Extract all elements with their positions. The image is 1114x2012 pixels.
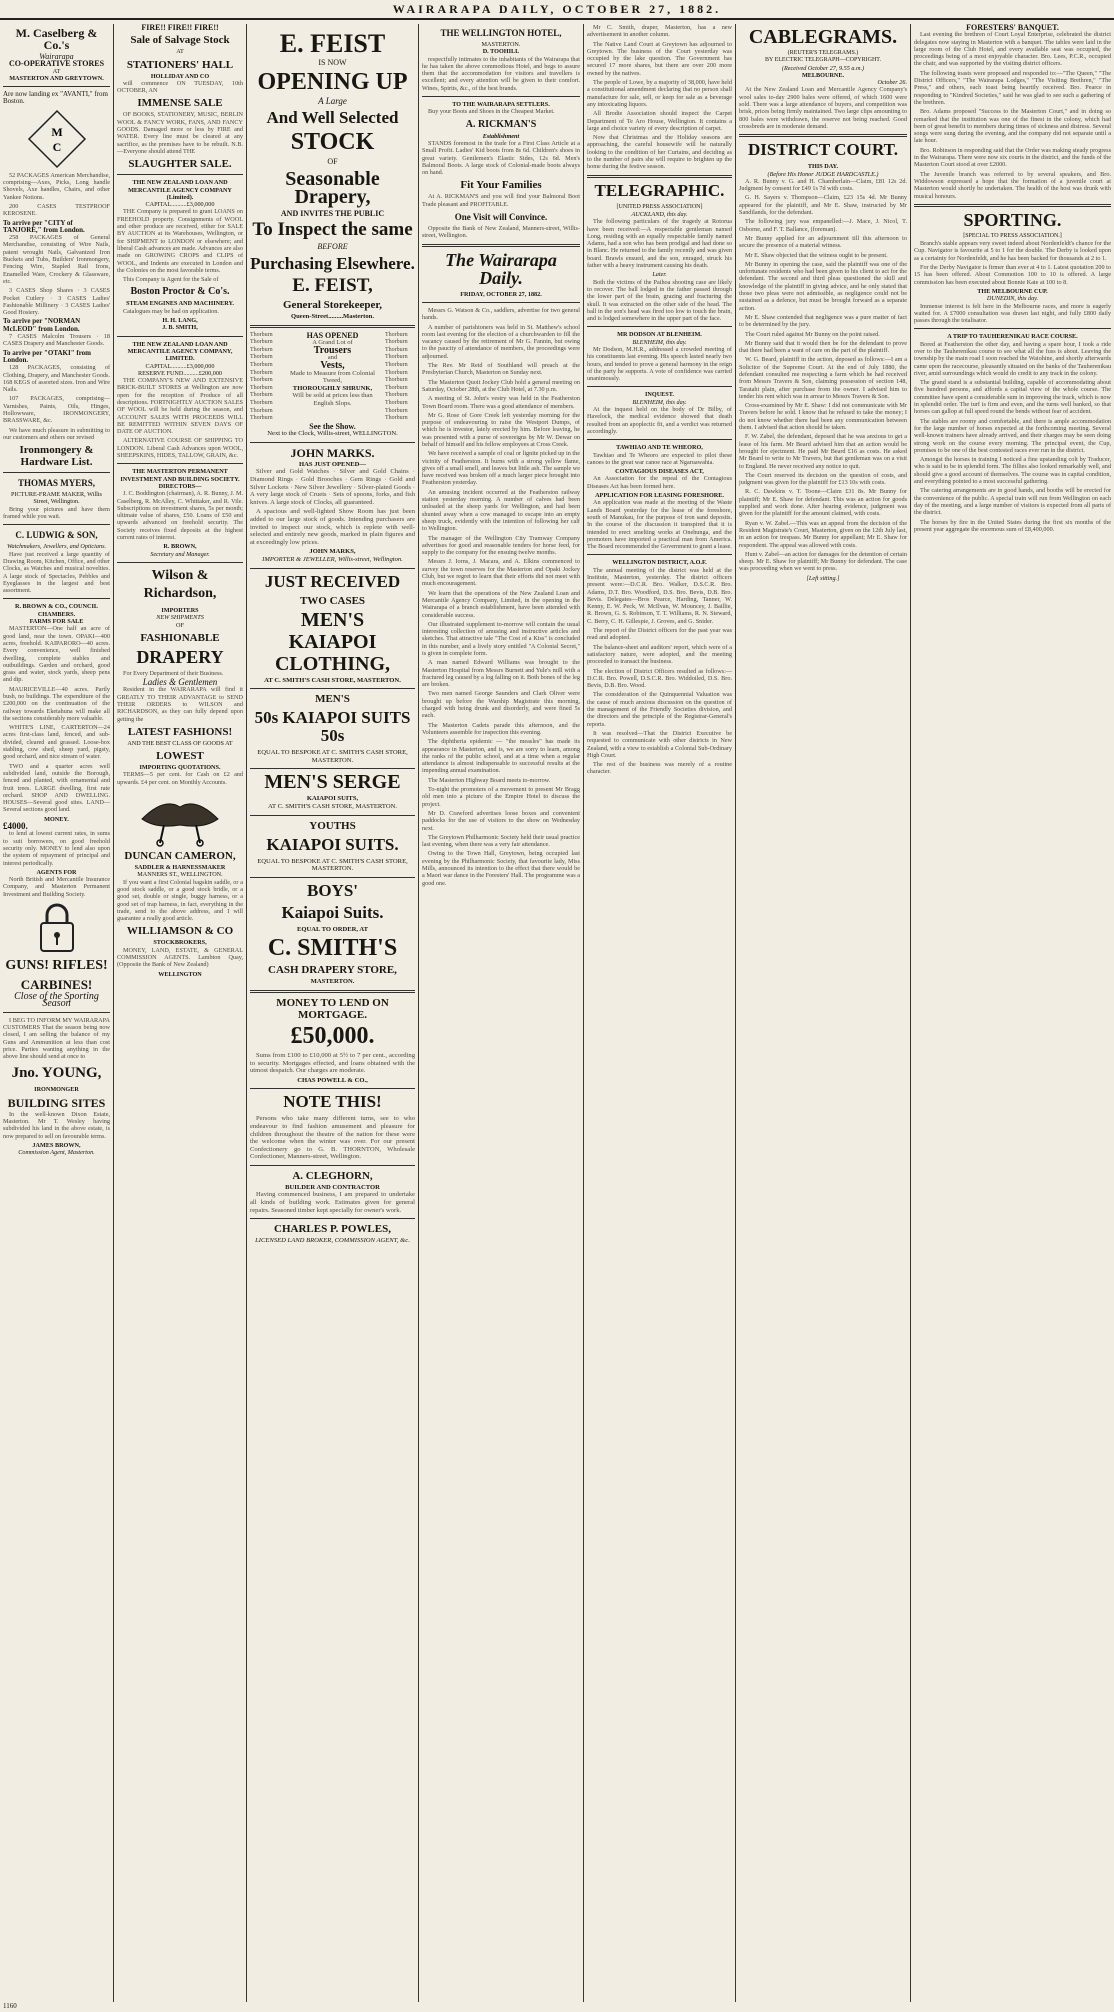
directors-label: DIRECTORS— bbox=[158, 482, 202, 490]
mens-label: MEN'S bbox=[300, 608, 365, 631]
best-label: AND THE BEST CLASS OF GOODS AT bbox=[127, 739, 233, 747]
fit-families-heading: Fit Your Families bbox=[460, 179, 542, 192]
thorburn-advert: Thorburn Thorburn Thorburn Thorburn Thorburn Thorburn Thorburn Thorburn Thorburn Thorburn Thorburn Thorburn HAS OPENED A Grand Lot of Trousers and Vests, Made to Measure from Colonial Tweed, THOROUGHLY SHRUNK, Will be sold at prices less than English Slops. Thorburn Thorburn Thorburn Thorburn Thorburn Thorburn Thorburn Thorburn Thorburn Thorburn Thorburn Thorburn bbox=[250, 330, 408, 422]
hall-heading: STATIONERS' HALL bbox=[126, 58, 234, 71]
mens2-label: MEN'S bbox=[315, 693, 350, 706]
slaughter-heading: SLAUGHTER SALE. bbox=[128, 158, 232, 171]
at-label: AT bbox=[176, 48, 184, 56]
season-heading: Close of the Sporting Season bbox=[14, 991, 99, 1010]
importing-label: IMPORTING QUOTATIONS. bbox=[139, 764, 221, 772]
youths-label: YOUTHS bbox=[309, 819, 356, 832]
this-day-label: THIS DAY. bbox=[807, 163, 839, 171]
guns-heading: GUNS! RIFLES! bbox=[5, 958, 108, 974]
cleghorn-heading: A. CLEGHORN, bbox=[292, 1169, 373, 1182]
oct26-label: October 26. bbox=[877, 79, 907, 87]
is-now-label: IS NOW bbox=[318, 58, 347, 67]
sporting-heading: SPORTING. bbox=[963, 209, 1062, 230]
shrunk-label: THOROUGHLY SHRUNK, bbox=[292, 384, 373, 392]
hotel-heading: THE WELLINGTON HOTEL, bbox=[440, 28, 562, 38]
building-heading: BUILDING SITES bbox=[7, 1095, 106, 1110]
special-label: [SPECIAL TO PRESS ASSOCIATION.] bbox=[963, 232, 1062, 239]
auckland-dateline: AUCKLAND, this day. bbox=[631, 210, 688, 218]
received-label: (Received October 27, 9.55 a.m.) bbox=[781, 64, 865, 72]
feist-heading: E. FEIST bbox=[279, 29, 386, 58]
immense-heading: IMMENSE SALE bbox=[137, 97, 223, 110]
svg-text:M: M bbox=[50, 124, 63, 139]
trousers-label: Trousers bbox=[313, 344, 352, 356]
cash-drapery-label: CASH DRAPERY STORE, bbox=[268, 964, 397, 977]
a-large-label: A Large bbox=[318, 95, 347, 106]
wellington-label: WELLINGTON bbox=[158, 970, 202, 978]
duncan-heading: DUNCAN CAMERON, bbox=[124, 850, 236, 863]
mc-diamond-logo bbox=[27, 109, 87, 169]
establishment-label: Establishment bbox=[482, 132, 520, 140]
steam-heading: STEAM ENGINES AND MACHINERY. bbox=[126, 300, 234, 308]
powles-heading: CHARLES P. POWLES, bbox=[274, 1223, 391, 1236]
marks2-name: JOHN MARKS, bbox=[309, 548, 356, 556]
ludwig-heading: C. LUDWIG & SON, bbox=[15, 530, 98, 541]
region-label: Wairarapa bbox=[39, 52, 74, 61]
shipments-label: NEW SHIPMENTS bbox=[156, 614, 204, 622]
just-received-heading: JUST RECEIVED bbox=[264, 571, 401, 591]
inspect-heading: To Inspect the same bbox=[252, 219, 413, 241]
money-heading: MONEY. bbox=[44, 815, 69, 823]
paper-title: The Wairarapa Daily. bbox=[445, 249, 557, 288]
brown-agent-heading: JAMES BROWN, bbox=[32, 1141, 81, 1149]
drapery-heading: DRAPERY bbox=[136, 646, 224, 667]
powles-sub: LICENSED LAND BROKER, COMMISSION AGENT, &c. bbox=[255, 1237, 410, 1245]
money-lend-heading: MONEY TO LEND ON MORTGAGE. bbox=[276, 996, 389, 1021]
padlock-icon bbox=[37, 901, 77, 953]
district-court-heading: DISTRICT COURT. bbox=[748, 140, 898, 160]
reuter-label: (REUTER'S TELEGRAMS.) bbox=[787, 50, 859, 56]
capital2-line: CAPITAL..........£3,000,000 bbox=[145, 362, 215, 370]
equal-order-label: EQUAL TO ORDER, AT bbox=[296, 925, 369, 933]
column-5: Mr C. Smith, draper, Masterton, has a new advertisement in another column. The Native Land Court at Greytown has adjourned to Greytown. The business of the Court yesterday was occupied by the lake question. The Government has secured 17 more shares, but there are over 200 more owned by the natives. The people of Lowe, by a majority of 38,000, have held a constitutional amendment declaring that no person shall manufacture for sale, sell, or keep for sale as a beverage any intoxicating liquors. All Brodie Association should inspect the Carpet Department of Te Aro House, Wellington. It contains a large and choice variety of every description of carpet. Now that Christmas and the Holiday seasons are approaching, the careful housewife will be naturally looking to the condition of her Curtains, and deciding as to the number of pairs she will require to brighten up the home during the festive season. TELEGRAPHIC. [UNITED PRESS ASSOCIATION] AUCKLAND, this day. The following particulars of the tragedy at Rotorua have been received:—A respectable gentleman named Long, residing with an equally respectable family named Adams, had a son who has been prodigal and had done so in Blanc. He returned to the family recently and was given board. Brawls ensued, and the son, enraged, struck his father with a heavy instrument causing his death. Later. Both the victims of the Paihoa shooting case are likely to recover. The ball lodged in the father passed through the lower part of the brain, grazing and fracturing the skull. It was extracted on the other side of the head. The ball in the son's head was fired too low to touch the brain, and is lodged somewhere in the upper part of the face. MR DODSON AT BLENHEIM. BLENHEIM, this day. Mr Dodson, M.H.R., addressed a crowded meeting of his constituents last evening. His speech lasted nearly two hours, and tended to prove a general harmony in the reign of the party he supports. A vote of confidence was carried unanimously. INQUEST. BLENHEIM, this day. At the inquest held on the body of Dr Bilby, of Havelock, the medical evidence showed that death resulted from an apoplectic fit, and a verdict was returned accordingly. TAWHIAO AND TE WHEORO, Tawhiao and Te Wheoro are expected to pilot these canoes to the great war canoe race at Ngaruawahia. CONTAGIOUS DISEASES ACT, An Association for the repeal of the Contagious Diseases Act has been formed here. APPLICATION FOR LEASING FORESHORE. An application was made at the meeting of the Waste Lands Board yesterday for the lease of the foreshore, south of Manukau, for the purpose of iron sand deposits. In the course of the discussion it transpired that it is intended to erect smelting works at Onehunga, and the promoters have imported a practical man from America. The Board recommended the Government to grant a lease. WELLINGTON DISTRICT, A.O.F. The annual meeting of the district was held at the Institute, Masterton, yesterday. The district officers present were:—D.C.R. Bro. Walker, D.S.C.R. Bro. Adams, D.T. Bro. Woodford, D.S. Bro. Bevis, D.B. Bro. Bevis. Delegates—Bros Pearce, Harding, Tanner, W. Kenny, E. W. Peck, W. McIlvan, W. Mouncey, J. Baillie, R. Brown, G. S. Robinson, T. T. Williams, R. N. Steward, C. Berry, C. H. Gillespie, J. Groves, and G. Snider. The report of the District officers for the past year was read and adopted. The balance-sheet and auditors' report, which were of a satisfactory nature, were adopted, and the meeting proceeded to transact the business. The election of District Officers resulted as follows:—D.C.R. Bro. Powell, D.S.C.R. Bro. Widdoiled, D.S. Bro. Bevis, D.B. Bro. Wood. The consideration of the Quinquennial Valuation was the cause of much anxious discussion on the question of the management of the Friendly Societies division, and the directors and the principle of the Registrar-General's reports. It was resolved—That the District Executive be requested to communicate with other districts in New Zealand, with a view to establish a Colonial Sub-Ordinary High Court. The rest of the business was merely of a routine character. bbox=[587, 24, 732, 776]
ironmongery-heading: Ironmongery & Hardware List. bbox=[19, 444, 94, 469]
later-label: Later. bbox=[652, 271, 667, 279]
money-amount: £4000. bbox=[3, 821, 28, 832]
tawhiao-heading: TAWHIAO AND TE WHEORO, bbox=[616, 444, 703, 452]
fire-heading: FIRE!! FIRE!! FIRE!! bbox=[141, 24, 219, 32]
column-6: CABLEGRAMS. (REUTER'S TELEGRAMS.) BY ELECTRIC TELEGRAPH—COPYRIGHT. (Received October 27, 9.55 a.m.) MELBOURNE. October 26. At the New Zealand Loan and Mercantile Agency Company's wool sales to-day 2900 bales were offered, of which 1600 were sold. There was a large attendance of buyers, and competition was brisk, prices being firmly maintained. Two large clips amounting to 800 bales were withdrawn, the reserve not being reached. Good crossbreds are in moderate demand. DISTRICT COURT. THIS DAY. (Before His Honor JUDGE HARDCASTLE.) A. R. Bunny v. G. and H. Chamberlain—Claim, £81 12s 2d. Judgment by consent for £49 1s 7d with costs. G. H. Sayers v. Thompson—Claim, £23 15s 4d. Mr Bunny appeared for the plaintiff, and Mr E. Shaw, instructed by Mr Sandilands, for the defendant. The following jury was empanelled:—J. Mace, J. Nicol, T. Osborne, and F. T. Ballance, (foreman). Mr Bunny applied for an adjournment till this afternoon to secure the presence of a material witness. Mr E. Shaw objected that the witness ought to be present. Mr Bunny in opening the case, said the plaintiff was one of the unfortunate residents who had been given to his client to act for the defendant. The second and third pleas questioned the skill and knowledge of the plaintiff in giving advice, and he only stated that those two pleas were not admissible, as negligence could not be sustained as a defence, but must be brought forward as a separate action. Mr E. Shaw contended that negligence was a pure matter of fact to be determined by the jury. The Court ruled against Mr Bunny on the point raised. Mr Bunny said that it would then be for the defendant to prove that there had been a want of care on the part of the plaintiff. W. G. Beard, plaintiff in the action, deposed as follows:—I am a Solicitor of the Supreme Court. At the end of July 1880, the defendant consulted me respecting a farm which he had received from Messrs Travers & Son, claiming possession of section 148, Taratahi plain, after purchase from the owner. I advised him to tender his rent which was in arrear to Messrs Travers & Son. Cross-examined by Mr E. Shaw: I did not communicate with Mr Travers before he sold. I know that he refused to take the money; I do not know whether there had been any communication between them. I advised that action should be taken. F. W. Zabel, the defendant, deposed that he was anxious to get a lease of his farm. Mr Beard advised him that an action would be brought for ejectment. He paid Mr Beard £16 as costs. He asked Mr Beard to write to Mr Travers, but that gentleman was on a visit to England. He never received any notice to quit. The Court reserved its decision on the question of costs, and judgment was given for the plaintiff for £13 10s with costs. R. C. Dawkins v. T. Toone—Claim £31 8s. Mr Bunny for plaintiff; Mr E. Shaw for defendant. This was an action for goods supplied and work done. After hearing evidence, judgment was given for the plaintiff for the amount claimed, with costs. Ryan v. W. Zabel.—This was an appeal from the decision of the Resident Magistrate's Court, Masterton, given on the 12th July last, in an action for trespass. Mr Bunny for appellant; Mr E. Shaw for respondent. The appeal was allowed with costs. Hunt v. Zabel—an action for damages for the detention of certain sheep. Mr E. Shaw for plaintiff; Mr Bunny for defendant. The case was proceeding when we went to press. [Left sitting.] bbox=[739, 26, 907, 582]
received-label: HAS JUST OPENED— bbox=[299, 460, 366, 468]
equal2-line: EQUAL TO BESPOKE AT C. SMITH'S CASH STORE, MASTERTON. bbox=[257, 857, 408, 873]
stock-heading: STOCK bbox=[290, 129, 375, 156]
column-7: FORESTERS' BANQUET. Last evening the brethren of Court Loyal Enterprise, celebrated the district delegates now staying in Masterton with a banquet. The tables were laid in the large room of the Club Hotel, and every available seat was occupied, the proceedings being of a most enjoyable character. Bro. Lees, P.C.R., occupied the chair, and was supported by the visiting district officers. The following toasts were proposed and responded to:—"The Queen," "The District Officers," "The Wairarapa Lodges," "The Visiting Brethren," "The Press," and others, each toast being heartily received. Bro. Pearce in responding to "Kindred Societies," said he was glad to see such a gathering of the brethren. Bro. Adams proposed "Success to the Masterton Court," and in doing so remarked that the institution was one of the finest in the colony, which had been of great benefit to members during times of sickness and distress. Several songs were sung during the evening, and the company did not separate until a late hour. Bro. Robinson in responding said that the Order was making steady progress in the Wairarapa. There were now six courts in the district, and the funds of the Masterton Court stood at over £2000. The Juvenile branch was referred to by several speakers, and Bro. Widdowson expressed a hope that the formation of a juvenile court at Masterton would shortly be undertaken. The health of the host was drunk with musical honours. SPORTING. [SPECIAL TO PRESS ASSOCIATION.] Branch's stable appears very sweet indeed about Nordenfeldt's chance for the Cup. Navigator is favourite at 5 to 1 for the double. The Derby is looked upon as a certainty for Nordenfeldt, and he has been backed for thousands at 2 to 1. For the Derby Navigator is firmer than ever at 4 to 1. Latest quotation 200 to 15 has been offered. About Commotion 100 to 10 is offered. A large commission has been executed about Bonnie Kate at 100 to 8. THE MELBOURNE CUP. DUNEDIN, this day. Immense interest is felt here in the Melbourne races, and more is eagerly waited for. A £7000 consultation was drawn last night, and fully £800 daily passes through the totalisator. A TRIP TO TAUHERENIKAU RACE COURSE. Bored at Featherston the other day, and having a spare hour, I took a ride over to the Tauherenikau course to see what all the fuss is about. Leaving the township by the main road I soon reached the Waiohine, and shortly afterwards came upon the racecourse, pleasantly situated on the banks of the Tauherenikau river, amid surroundings which would do credit to any track in the colony. The grand stand is a substantial building, capable of accommodating about five hundred persons, and affords a capital view of the whole course. The committee have spent a considerable sum in improving the track, which is now in splendid order. The turf is firm and even, and the turns well banked, so that horses can gallop at full speed round the bends without fear of accident. The stables are roomy and comfortable, and there is ample accommodation for the large number of horses expected at the forthcoming meeting. Several well-known trainers have already arrived, and their charges may be seen doing strong work on the course every morning. The principal event, the Cup, promises to be one of the best contested races ever run in the district. Amongst the horses in training I noticed a fine upstanding colt by Traducer, who is said to be in splendid form. The fillies also looked remarkably well, and should give a good account of themselves. The course was in capital condition, and everything pointed to a most successful gathering. The catering arrangements are in good hands, and booths will be erected for the convenience of the public. A special train will run from Wellington on each day of the meeting, and a large number of visitors is expected from all parts of the district. The horses by fire in the United States during the first six months of the present year aggregate the enormous sum of £8,400,000. bbox=[914, 24, 1111, 533]
saddle-illustration bbox=[134, 789, 226, 847]
leasing-heading: APPLICATION FOR LEASING FORESHORE. bbox=[595, 492, 724, 500]
serge-heading: MEN'S SERGE bbox=[264, 771, 401, 794]
brown-agent-sub: Commission Agent, Masterton. bbox=[18, 1149, 95, 1157]
column-1: M. Caselberg & Co.'s Wairarapa CO-OPERATIVE STORES AT MASTERTON AND GREYTOWN. Are now landing ex "AVANTI," from Boston. M C 52 PACKAGES American Merchandise, comprising—Axes, Picks, Long handle Shovels, Axe handles, Chairs, and other Yankee Notions. 200 CASES TESTPROOF KEROSENE. To arrive per "CITY of TANJORE," from London. 258 PACKAGES of General Merchandise, consisting of Wire Nails, patent wrought Nails, Galvanized Iron Buckets and Tubs, Builders' Ironmongery, Fencing Wire, Stapled Rail Irons, Enamelled Ware, Crockery & Glassware, etc. 3 CASES Shop Shares · 3 CASES Pocket Cutlery · 3 CASES Ladies' Fashionable Millinery · 3 CASES Ladies' Good Hosiery. To arrive per "NORMAN McLEOD" from London. 7 CASES Malcolm Trousers · 18 CASES Drapery and Manchester Goods. To arrive per "OTAKI" from London. 128 PACKAGES, consisting of Clothing, Drapery, and Manchester Goods. 168 KEGS of assorted sizes. Iron and Wire Nails. 107 PACKAGES, comprising—Varnishes, Paints, Oils, Hinges, Hollowware, IRONMONGERY, BRASSWARE, &c. We have much pleasure in submitting to our customers and others our revised Ironmongery & Hardware List. THOMAS MYERS, PICTURE-FRAME MAKER, Willis Street, Wellington. Bring your pictures and have them framed while you wait. C. LUDWIG & SON, Watchmakers, Jewellers, and Opticians. Have just received a large quantity of Drawing Room, Kitchen, Office, and other Clocks, as Watches and musical novelties. A large stock of Spectacles, Pebbles and Eyeglasses in the largest and best assortment. R. BROWN & CO., COUNCIL CHAMBERS. FARMS FOR SALE MASTERTON—One half an acre of good land, near the town. OPAKI—400 acres, freehold. KAIPARORO—40 acres. Every convenience, well finished dwelling, complete stables and outbuildings. Garden and orchard, good grass and water, stock yards, sheep pens and dip. MAURICEVILLE—40 acres. Partly bush, no buildings. The expenditure of the £200,000 on the continuation of the railway towards Eketahuna will make all the sections considerably more valuable. WHITE'S LINE, CARTERTON—24 acres first-class land, fenced, and sub-divided, cleared and grassed. Loose-box stabling, cow shed, sheep yard, pigsty, good orchard, and nice stream of water. TWO and a quarter acres well subdivided land, outside the Borough, fenced and planted, with ornamental and fruit trees. LARGE dwelling, first rate orchard. SHOP AND DWELLING. HOUSES—Several good sites. LAND—Several sections good land. MONEY. £4000. to lend at lowest current rates, in sums to suit borrowers, on good freehold security only. MONEY to lend also upon the system of repayment of principal and interest periodically. AGENTS FOR North British and Mercantile Insurance Company, and Masterton Permanent Investment and Building Society. GUNS! RIFLES! CARBINES! Close of the Sporting Season I BEG TO INFORM MY WAIRARAPA CUSTOMERS That the season being now closed, I am selling the balance of my Guns and Ammunition at less than cost price. Parties wanting anything in the above line should send at once to Jno. YOUNG, IRONMONGER BUILDING SITES In the well-known Dixon Estate, Masterton. Mr T. Wesley having subdivided his land in the above estate, is now prepared to sell on favourable terms. JAMES BROWN, Commission Agent, Masterton. bbox=[3, 26, 110, 1157]
ladies-label: Ladies & Gentlemen bbox=[142, 677, 218, 688]
opening-heading: OPENING UP bbox=[257, 68, 408, 95]
wilson-heading: Wilson & Richardson, bbox=[143, 567, 217, 601]
kaiapoi-label: KAIAPOI bbox=[288, 630, 377, 653]
csmith-heading: C. SMITH'S bbox=[267, 935, 398, 962]
young-heading: Jno. YOUNG, bbox=[11, 1065, 102, 1082]
opened-label: HAS OPENED bbox=[306, 330, 359, 340]
rbrown-sub: Secretary and Manager. bbox=[150, 550, 210, 558]
at-smith-label: AT C. SMITH'S CASH STORE, MASTERTON. bbox=[264, 676, 401, 684]
chas-powell-name: CHAS POWELL & CO., bbox=[297, 1076, 368, 1084]
well-selected-label: And Well Selected bbox=[266, 108, 399, 128]
invites-label: AND INVITES THE PUBLIC bbox=[280, 208, 385, 218]
press-label: [UNITED PRESS ASSOCIATION] bbox=[616, 203, 703, 210]
serge-sub: KAIAPOI SUITS, bbox=[306, 795, 359, 803]
farms-heading: FARMS FOR SALE bbox=[29, 618, 84, 626]
melbourne-label: MELBOURNE. bbox=[801, 71, 845, 79]
svg-text:C: C bbox=[52, 139, 61, 154]
young-sub: IRONMONGER bbox=[34, 1086, 79, 1094]
equal-label: EQUAL TO BESPOKE AT C. SMITH'S CASH STORE, MASTERTON. bbox=[257, 749, 408, 764]
at-label: AT bbox=[52, 67, 61, 75]
cablegrams-heading: CABLEGRAMS. bbox=[748, 26, 898, 48]
shipment-line: To arrive per "NORMAN McLEOD" from London. bbox=[3, 317, 81, 333]
banquet-heading: FORESTERS' BANQUET. bbox=[966, 24, 1059, 32]
hotel-sub: MASTERTON. bbox=[481, 41, 521, 48]
two-cases-label: TWO CASES bbox=[299, 594, 366, 607]
clothing-label: CLOTHING, bbox=[274, 652, 391, 675]
stores-label: CO-OPERATIVE STORES bbox=[8, 59, 105, 69]
myers-sub: PICTURE-FRAME MAKER, Willis Street, Wellington. bbox=[11, 491, 102, 506]
perm-heading: THE MASTERTON PERMANENT INVESTMENT AND BUILDING SOCIETY. bbox=[120, 468, 240, 483]
reserve-line: RESERVE FUND..........£200,000 bbox=[137, 369, 223, 377]
next-clock-label: Next to the Clock, Willis-street, WELLINGTON. bbox=[267, 430, 398, 438]
toohill-name: D. TOOHILL bbox=[482, 48, 520, 56]
masthead bbox=[0, 0, 1114, 20]
general-label: General Storekeeper, bbox=[283, 298, 382, 311]
saddler-label: SADDLER & HARNESSMAKER bbox=[134, 864, 226, 872]
trip-heading: A TRIP TO TAUHERENIKAU RACE COURSE. bbox=[947, 333, 1078, 341]
lang-name: H. H. LANG, bbox=[162, 317, 198, 325]
at-smith2-label: AT C. SMITH'S CASH STORE, MASTERTON. bbox=[267, 802, 398, 810]
lowest-label: LOWEST bbox=[156, 750, 204, 763]
masterton-label: MASTERTON. bbox=[310, 978, 355, 986]
myers-heading: THOMAS MYERS, bbox=[17, 478, 95, 489]
agents-heading: AGENTS FOR bbox=[36, 868, 77, 876]
holliday-heading: HOLLIDAY AND CO bbox=[150, 72, 210, 80]
marks-heading: JOHN MARKS. bbox=[290, 445, 375, 460]
blenheim2-dateline: BLENHEIM, this day. bbox=[632, 398, 687, 406]
copyright-label: BY ELECTRIC TELEGRAPH—COPYRIGHT. bbox=[764, 57, 882, 64]
marks2-sub: IMPORTER & JEWELLER, Willis-street, Wellington. bbox=[262, 556, 403, 563]
dunedin-dateline: DUNEDIN, this day. bbox=[986, 295, 1039, 303]
footer-number: 1160 bbox=[3, 2002, 17, 2010]
column-3: E. FEIST IS NOW OPENING UP A Large And Well Selected STOCK OF Seasonable Drapery, AND INVITES THE PUBLIC To Inspect the same BEFORE Purchasing Elsewhere. E. FEIST, General Storekeeper, Queen-Street.........Masterton. Thorburn Thorburn Thorburn Thorburn Thorburn Thorburn Thorburn Thorburn Thorburn Thorburn Thorburn Thorburn HAS OPENED A Grand Lot of Trousers and Vests, Made to Measure from Colonial Tweed, THOROUGHLY SHRUNK, Will be sold at prices less than English Slops. Thorburn Thorburn Thorburn Thorburn Thorburn Thorburn Thorburn Thorburn Thorburn Thorburn Thorburn Thorburn See the Show. Next to the Clock, Willis-street, WELLINGTON. JOHN MARKS. HAS JUST OPENED— Silver and Gold Watches · Silver and Gold Chains · Diamond Rings · Gold Brooches · Gem Rings · Gold and Silver Lockets · New Silver Jewellery · Silver-plated Goods · A very large stock of Cruets · Sets of spoons, forks, and fish knives. A large stock of Clocks, all guaranteed. A spacious and well-lighted Show Room has just been added to our large stock of goods. Intending purchasers are invited to inspect our stock, which is replete with well-selected and entirely new goods, marked in plain figures and at exceedingly low prices. JOHN MARKS, IMPORTER & JEWELLER, Willis-street, Wellington. JUST RECEIVED TWO CASES MEN'S KAIAPOI CLOTHING, AT C. SMITH'S CASH STORE, MASTERTON. MEN'S 50s KAIAPOI SUITS 50s EQUAL TO BESPOKE AT C. SMITH'S CASH STORE, MASTERTON. MEN'S SERGE KAIAPOI SUITS, AT C. SMITH'S CASH STORE, MASTERTON. YOUTHS KAIAPOI SUITS. EQUAL TO BESPOKE AT C. SMITH'S CASH STORE, MASTERTON. BOYS' Kaiapoi Suits. EQUAL TO ORDER, AT C. SMITH'S CASH DRAPERY STORE, MASTERTON. MONEY TO LEND ON MORTGAGE. £50,000. Sums from £100 to £10,000 at 5½ to 7 per cent., according to security. Mortgages effected, and loans obtained with the utmost despatch. Our charges are moderate. CHAS POWELL & CO., NOTE THIS! Persons who take many different turns, see to who endeavour to find fashion amusement and pleasure for children throughout the theatre of the nation for these were the welcome when the winter was over. For our present Confectionery go to G. B. THORNTON, Wholesale Confectioner, Manners-street, Wellington. A. CLEGHORN, BUILDER AND CONTRACTOR Having commenced business, I am prepared to undertake all kinds of building work. Estimates given for general repairs. Seasoned timber kept specially for owner's work. CHARLES P. POWLES, LICENSED LAND BROKER, COMMISSION AGENT, &c. bbox=[250, 29, 415, 1245]
fifty-thousand-amount: £50,000. bbox=[290, 1022, 375, 1049]
judge-label: (Before His Honor JUDGE HARDCASTLE.) bbox=[767, 170, 879, 178]
williamson-heading: WILLIAMSON & CO bbox=[126, 925, 234, 938]
seasonable-drapery-heading: Seasonable Drapery, bbox=[285, 167, 380, 208]
rbrown-name: R. BROWN, bbox=[163, 543, 197, 551]
melbourne-cup-heading: THE MELBOURNE CUP. bbox=[977, 287, 1048, 295]
queen-street-label: Queen-Street.........Masterton. bbox=[290, 312, 374, 320]
fashionable-label: FASHIONABLE bbox=[140, 631, 220, 644]
one-visit-heading: One Visit will Convince. bbox=[454, 212, 548, 223]
nz-loan-heading: THE NEW ZEALAND LOAN AND MERCANTILE AGENCY COMPANY (Limited). bbox=[128, 179, 232, 201]
builder-label: BUILDER AND CONTRACTOR bbox=[285, 1183, 380, 1191]
smith-name: J. B. SMITH, bbox=[162, 324, 198, 332]
of-label: OF bbox=[176, 621, 184, 629]
left-sitting-label: [Left sitting.] bbox=[806, 574, 840, 582]
suits50-heading: 50s KAIAPOI SUITS 50s bbox=[254, 708, 411, 746]
youths-suits-label: KAIAPOI SUITS. bbox=[266, 834, 399, 854]
inquest-heading: INQUEST. bbox=[645, 391, 674, 399]
caselberg-heading: M. Caselberg & Co.'s bbox=[15, 26, 98, 52]
feist-name: E. FEIST, bbox=[292, 274, 373, 296]
contagious-heading: CONTAGIOUS DISEASES ACT, bbox=[615, 468, 704, 476]
salvage-heading: Sale of Salvage Stock bbox=[130, 34, 230, 47]
see-show-label: See the Show. bbox=[309, 421, 356, 431]
manners-label: MANNERS ST., WELLINGTON. bbox=[137, 871, 223, 879]
vests-label: Vests, bbox=[320, 359, 345, 371]
latest-heading: LATEST FASHIONS! bbox=[127, 725, 233, 738]
importers-label: IMPORTERS bbox=[161, 606, 199, 614]
purchasing-heading: Purchasing Elsewhere. bbox=[250, 253, 415, 273]
stockbrokers-label: STOCKBROKERS, bbox=[153, 939, 207, 947]
shipment-line: Are now landing ex "AVANTI," from Boston. bbox=[3, 90, 108, 106]
boys-label: BOYS' bbox=[306, 880, 359, 900]
capital-line: CAPITAL..........£3,000,000 bbox=[145, 201, 215, 209]
settlers-heading: TO THE WAIRARAPA SETTLERS. bbox=[452, 101, 550, 109]
paper-date: FRIDAY, OCTOBER 27, 1882. bbox=[460, 290, 542, 298]
dodson-heading: MR DODSON AT BLENHEIM. bbox=[617, 331, 702, 339]
note-heading: NOTE THIS! bbox=[283, 1092, 382, 1112]
carbines-heading: CARBINES! bbox=[20, 977, 93, 993]
telegraphic-heading: TELEGRAPHIC. bbox=[594, 180, 725, 200]
nz-loan2-heading: THE NEW ZEALAND LOAN AND MERCANTILE AGENCY COMPANY, LIMITED. bbox=[127, 340, 233, 363]
column-4: THE WELLINGTON HOTEL, MASTERTON. D. TOOHILL respectfully intimates to the inhabitants of the Wairarapa that he has taken the above commodious Hotel, and begs to assure them that the accommodation for visitors and travellers is excellent; and every attention will be given to their comfort. Wines, Spirits, &c., of the best brands. TO THE WAIRARAPA SETTLERS. Buy your Boots and Shoes in the Cheapest Market. A. RICKMAN'S Establishment STANDS foremost in the trade for a First Class Article at a Small Profit. Ladies' Kid boots from 8s 6d. Children's shoes in great variety. Gentlemen's Elastic Sides, 12s 6d. Men's Balmoral Boots. A large stock of Colonial-made boots always on hand. Fit Your Families At A. RICKMAN'S and you will find your Balmoral Boot Trade pleasant and PROFITABLE. One Visit will Convince. Opposite the Bank of New Zealand, Manners-street, Willis-street, Wellington. The Wairarapa Daily. FRIDAY, OCTOBER 27, 1882. Messrs G. Watson & Co., saddlers, advertise for two general hands. A number of parishioners was held in St. Matthew's school room last evening for the election of a churchwarden to fill the vacancy caused by the retirement of Mr G. Fannin, but owing to the paucity of attendance of members, the proceedings were adjourned. The Rev. Mr Reid of Southland will preach at the Presbyterian Church, Masterton on Sunday next. The Masterton Quoit Jockey Club hold a general meeting on Saturday, October 28th, at the Club Hotel, at 7.30 p.m. A meeting of St. John's vestry was held in the Featherston Town Board room. There was a good attendance of members. Mr G. Rose of Gore Creek left yesterday morning for the purpose of endeavouring to raise the Westport Dumps, of which he is investor, lately erected by him. Before leaving, he was presented with a purse of sovereigns by Mr W. Dewar on behalf of himself and his fellow employees at Cross Creek. We have received a sample of coal or lignite picked up in the vicinity of Featherston. It burns with a strong yellow flame, gives off a small smell, and leaves but little ash. The sample we have received was broken off a much larger piece brought into Featherston yesterday. An amusing incident occurred at the Featherston railway station yesterday morning. A number of calves had been unloaded at the sheep yards for Wellington, and had been shunted away when a cow managed to escape into an empty sheep truck, evidently with the intention of following her calf to Wellington. The manager of the Wellington City Tramway Company advertises for good and reasonable tenders for horse feed, for supply to the company for the ensuing twelve months. Messrs J. Iorns, J. Macara, and A. Elkins commenced to survey the town reserves for the Masterton and Opaki Jockey Club, but we regret to learn that their efforts did not meet with much encouragement. We learn that the operations of the New Zealand Loan and Mercantile Agency Company, Limited, in the opening in the Wairarapa of a branch establishment, have been attended with considerable success. Our illustrated supplement to-morrow will contain the usual interesting collection of amusing and instructive articles and sketches. That attractive tale "The Cost of a Kiss" is concluded in this number, and a lively story entitled "A Colonial Secret," is given in complete form. A man named Edward Williams was brought to the Masterton Hospital from Messrs Burnett and Yule's mill with a fractured leg caused by a log falling on it. Both bones of the leg are broken. Two men named George Saunders and Clark Oliver were brought up before the Warship Magistrate this morning, charged with being drunk and disorderly, and were fined 5s each. The Masterton Cadets parade this afternoon, and the Volunteers assemble for inspection this evening. The diphtheria epidemic — "the measles" has made its appearance in Masterton, and is, we are sorry to learn, among the ranks of the public school, and at a time when a regular attendance is almost indispensable to successful results at the impending annual examination. The Masterton Highway Board meets to-morrow. To-night the promoters of a movement to present Mr Bragg old men into a picture of the Empire Hotel to discuss the project. Mr D. Crawford advertises loose boxes and convenient paddocks for the use of visitors to the show on Wednesday next. The Greytown Philharmonic Society held their usual practice last evening, when there was a very fair attendance. Owing to the Town Hall, Greytown, being occupied last evening by the Philharmonic Society, that favourite lady, Miss Mills, announced its intention to the effect that there would be a Maori war dance in the Foresters' Hall. The programme was a good one. bbox=[422, 28, 580, 887]
shipment-line: To arrive per "CITY of TANJORE," from London. bbox=[3, 218, 85, 234]
before-label: BEFORE bbox=[317, 242, 348, 252]
aof-heading: WELLINGTON DISTRICT, A.O.F. bbox=[612, 559, 707, 567]
of-label: OF bbox=[327, 157, 338, 167]
rickman-heading: A. RICKMAN'S bbox=[465, 118, 537, 130]
blenheim-dateline: BLENHEIM, this day. bbox=[632, 338, 687, 346]
brown-heading: R. BROWN & CO., COUNCIL CHAMBERS. bbox=[14, 603, 99, 618]
boys-suits-label: Kaiapoi Suits. bbox=[281, 902, 384, 922]
column-2: FIRE!! FIRE!! FIRE!! Sale of Salvage Stock AT STATIONERS' HALL HOLLIDAY AND CO will commence ON TUESDAY, 10th OCTOBER, AN IMMENSE SALE OF BOOKS, STATIONERY, MUSIC, BERLIN WOOL & FANCY WORK, FANS, AND FANCY GOODS. Damaged more or less by FIRE and WATER. Every line must be cleared at any sacrifice, as the premises have to be rebuilt. N.B.—Everyone should attend THE SLAUGHTER SALE. THE NEW ZEALAND LOAN AND MERCANTILE AGENCY COMPANY (Limited). CAPITAL..........£3,000,000 THE Company is prepared to grant LOANS on FREEHOLD property. Consignments of WOOL and other produce are received, either for SALE BY AUCTION at its Warehouses, Wellington, or for SHIPMENT to LONDON or elsewhere; and liberal Cash advances are made. Advances are also made on GROWING CROPS and CLIPS of WOOL, and Indents are executed in London and the Colonies on the most favorable terms. This Company is Agent for the Sale of Boston Proctor & Co's. STEAM ENGINES AND MACHINERY. Catalogues may be had on application. H. H. LANG, J. B. SMITH, THE NEW ZEALAND LOAN AND MERCANTILE AGENCY COMPANY, LIMITED. CAPITAL..........£3,000,000 RESERVE FUND..........£200,000 THE COMPANY'S NEW AND EXTENSIVE BRICK-BUILT STORES at Wellington are now open for the reception of Produce of all descriptions. FORTNIGHTLY AUCTION SALES OF WOOL will be held during the season, and ACCOUNT SALES WITH PROCEEDS WILL BE REMITTED WITHIN SEVEN DAYS OF DATE OF AUCTION. ALTERNATIVE COURSE OF SHIPPING TO LONDON. Liberal Cash Advances upon WOOL, SHEEPSKINS, HIDES, TALLOW, GRAIN, &c. THE MASTERTON PERMANENT INVESTMENT AND BUILDING SOCIETY. DIRECTORS— J. C. Boddington (chairman), A. R. Bunny, J. M. Caselberg, R. McAlley, C. Whittaker, and R. Vile. Subscriptions on investment shares, 5s per month; ultimate value of shares, £50. Loans of £50 and upwards advanced on freehold security. The Society receives fixed deposits at the highest current rates of interest. R. BROWN, Secretary and Manager. Wilson & Richardson, IMPORTERS NEW SHIPMENTS OF FASHIONABLE DRAPERY For Every Department of their Business. Ladies & Gentlemen Resident in the WAIRARAPA will find it GREATLY TO THEIR ADVANTAGE to SEND THEIR ORDERS to WILSON and RICHARDSON, as they can fully depend upon getting the LATEST FASHIONS! AND THE BEST CLASS OF GOODS AT LOWEST IMPORTING QUOTATIONS. TERMS—5 per cent. for Cash on £2 and upwards. £4 per cent. on Monthly Accounts. DUNCAN CAMERON, SADDLER & HARNESSMAKER MANNERS ST., WELLINGTON. If you want a first Colonial bagskin saddle, or a good stock saddle, or a good stock bridle, or a good set, double or single, buggy harness, or a good set of trap harness, in fact, everything in the trade, send to the above address, and I will guarantee a really good article. WILLIAMSON & CO STOCKBROKERS, MONEY, LAND, ESTATE, & GENERAL COMMISSION AGENTS. Lambton Quay, (Opposite the Bank of New Zealand) WELLINGTON bbox=[117, 24, 243, 978]
boston-heading: Boston Proctor & Co's. bbox=[130, 286, 230, 298]
towns-label: MASTERTON AND GREYTOWN. bbox=[9, 74, 104, 82]
ludwig-sub: Watchmakers, Jewellers, and Opticians. bbox=[6, 543, 107, 551]
newspaper-title: WAIRARAPA DAILY, OCTOBER 27, 1882. bbox=[392, 1, 722, 16]
shipment-line: To arrive per "OTAKI" from London. bbox=[3, 348, 92, 364]
